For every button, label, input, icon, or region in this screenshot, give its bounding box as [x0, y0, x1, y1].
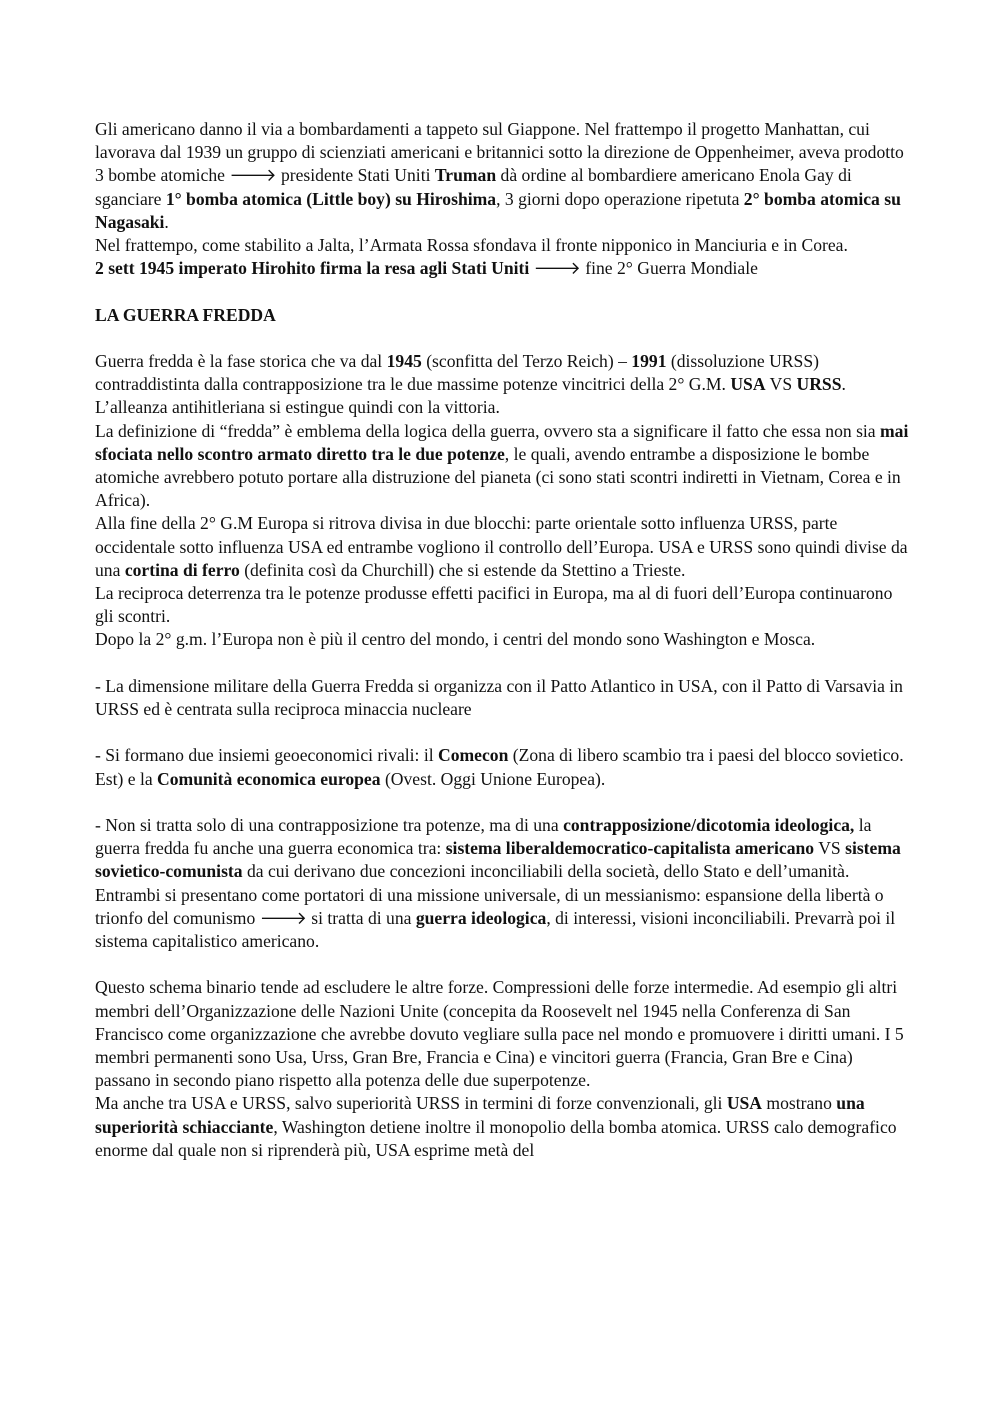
- bold-text: LA GUERRA FREDDA: [95, 304, 276, 325]
- text-run: , di interessi, visioni inconciliabili. Prevarrà poi il sistema capitalistico americano.: [95, 907, 896, 952]
- paragraph: [95, 628, 910, 651]
- text-run: , 3 giorni dopo operazione ripetuta: [496, 188, 744, 209]
- text-run: la guerra fredda fu anche una guerra economica tra:: [95, 815, 872, 859]
- text-run: da cui derivano due concezioni inconciliabili della società, dello Stato e dell’umanità. Entrambi si presentano come portatori di una missione universale, di un messianismo: espansione della libertà o trionfo del comunismo: [95, 861, 884, 928]
- bold-text: USA: [730, 374, 766, 395]
- document-page: [95, 118, 910, 1162]
- bold-text: 1991: [631, 351, 667, 371]
- paragraph: [95, 744, 910, 790]
- paragraph: [95, 350, 910, 420]
- arrow-right-icon: 🡒: [259, 907, 307, 928]
- text-run: Ma anche tra USA e URSS, salvo superiorità URSS in termini di forze convenzionali, gli: [95, 1093, 727, 1114]
- text-run: . L’alleanza antihitleriana si estingue quindi con la vittoria.: [95, 374, 846, 418]
- paragraph: [95, 257, 910, 280]
- paragraph: [95, 582, 910, 628]
- text-run: Alla fine della 2° G.M Europa si ritrova divisa in due blocchi: parte orientale sotto influenza URSS, parte occidentale sotto influenza USA ed entrambe vogliono il controllo dell’Europa. USA e URSS sono quindi divise da una: [95, 513, 908, 580]
- paragraph: [95, 675, 910, 721]
- text-run: Gli americano danno il via a bombardamenti a tappeto sul Giappone. Nel frattempo il progetto Manhattan, cui lavorava dal 1939 un gruppo di scienziati americani e britannici sotto la direzione de Oppenheimer, aveva prodotto 3 bombe atomiche: [95, 119, 904, 186]
- paragraph: [95, 118, 910, 234]
- text-run: , Washington detiene inoltre il monopolio della bomba atomica. URSS calo demografico enorme dal quale non si riprenderà più, USA esprime metà del: [95, 1116, 897, 1160]
- text-run: VS: [814, 838, 846, 859]
- bold-text: contrapposizione/dicotomia ideologica,: [563, 815, 855, 836]
- paragraph-spacer: [95, 327, 910, 350]
- bold-text: URSS: [796, 374, 842, 395]
- arrow-right-icon: 🡒: [533, 258, 581, 279]
- bold-text: 1945: [386, 351, 422, 371]
- paragraph-spacer: [95, 280, 910, 303]
- arrow-right-icon: 🡒: [229, 165, 277, 186]
- paragraph: [95, 1092, 910, 1162]
- bold-text: USA: [726, 1093, 763, 1114]
- paragraph: [95, 814, 910, 953]
- bold-text: Comecon: [438, 745, 509, 766]
- text-run: (Ovest. Oggi Unione Europea).: [380, 768, 606, 789]
- text-run: - La dimensione militare della Guerra Fredda si organizza con il Patto Atlantico in USA, con il Patto di Varsavia in URSS ed è centrata sulla reciproca minaccia nucleare: [95, 675, 903, 720]
- text-run: , le quali, avendo entrambe a disposizione le bombe atomiche avrebbero potuto portare alla distruzione del pianeta (ci sono stati scontri indiretti in Vietnam, Corea e in Africa).: [95, 443, 901, 511]
- bold-text: 2° bomba atomica su Nagasaki: [95, 188, 901, 232]
- section-heading: [95, 304, 910, 327]
- text-run: presidente Stati Uniti: [276, 165, 435, 186]
- paragraph-spacer: [95, 721, 910, 744]
- text-run: VS: [765, 374, 797, 395]
- bold-text: sistema sovietico-comunista: [95, 838, 901, 882]
- bold-text: Truman: [434, 165, 497, 186]
- text-run: fine 2° Guerra Mondiale: [580, 258, 758, 279]
- bold-text: una superiorità schiacciante: [95, 1093, 865, 1137]
- text-run: si tratta di una: [306, 907, 416, 928]
- bold-text: mai sfociata nello scontro armato diretto tra le due potenze: [95, 420, 909, 464]
- text-run: Guerra fredda è la fase storica che va dal: [95, 351, 387, 371]
- text-run: Nel frattempo, come stabilito a Jalta, l’Armata Rossa sfondava il fronte nipponico in Manciuria e in Corea.: [95, 235, 848, 256]
- text-run: - Non si tratta solo di una contrapposizione tra potenze, ma di una: [95, 815, 564, 836]
- bold-text: guerra ideologica: [415, 907, 547, 928]
- bold-text: cortina di ferro: [124, 559, 240, 580]
- text-run: (Zona di libero scambio tra i paesi del blocco sovietico. Est) e la: [95, 745, 904, 789]
- text-run: (definita così da Churchill) che si estende da Stettino a Trieste.: [239, 559, 686, 580]
- text-run: dà ordine al bombardiere americano Enola Gay di sganciare: [95, 165, 852, 209]
- bold-text: Comunità economica europea: [157, 768, 381, 789]
- paragraph-spacer: [95, 953, 910, 976]
- text-run: Questo schema binario tende ad escludere le altre forze. Compressioni delle forze intermedie. Ad esempio gli altri membri dell’Organizzazione delle Nazioni Unite (concepita da Roosevelt nel 1945 nella Conferenza di San Francisco come organizzazione che avrebbe dovuto vegliare sulla pace nel mondo e promuovere i diritti umani. I 5 membri permanenti sono Usa, Urss, Gran Bre, Francia e Cina) e vincitori guerra (Francia, Gran Bre e Cina) passano in secondo piano rispetto alla potenza delle due superpotenze.: [95, 977, 904, 1091]
- bold-text: 2 sett 1945 imperato Hirohito firma la resa agli Stati Uniti: [95, 258, 530, 279]
- paragraph: [95, 976, 910, 1092]
- text-run: La reciproca deterrenza tra le potenze produsse effetti pacifici in Europa, ma al di fuori dell’Europa continuarono gli scontri.: [95, 583, 893, 627]
- bold-text: sistema liberaldemocratico-capitalista americano: [445, 838, 815, 859]
- text-run: - Si formano due insiemi geoeconomici rivali: il: [95, 745, 439, 766]
- text-run: La definizione di “fredda” è emblema della logica della guerra, ovvero sta a significare il fatto che essa non sia: [95, 420, 881, 441]
- text-run: .: [164, 211, 169, 232]
- bold-text: 1° bomba atomica (Little boy) su Hiroshima: [165, 188, 497, 209]
- text-run: mostrano: [762, 1093, 837, 1114]
- paragraph-spacer: [95, 652, 910, 675]
- paragraph: [95, 234, 910, 257]
- text-run: (dissoluzione URSS) contraddistinta dalla contrapposizione tra le due massime potenze vincitrici della 2° G.M.: [95, 351, 819, 395]
- paragraph: [95, 512, 910, 582]
- text-run: (sconfitta del Terzo Reich) –: [421, 351, 632, 371]
- paragraph-spacer: [95, 791, 910, 814]
- paragraph: [95, 420, 910, 513]
- text-run: Dopo la 2° g.m. l’Europa non è più il centro del mondo, i centri del mondo sono Washington e Mosca.: [95, 629, 816, 650]
